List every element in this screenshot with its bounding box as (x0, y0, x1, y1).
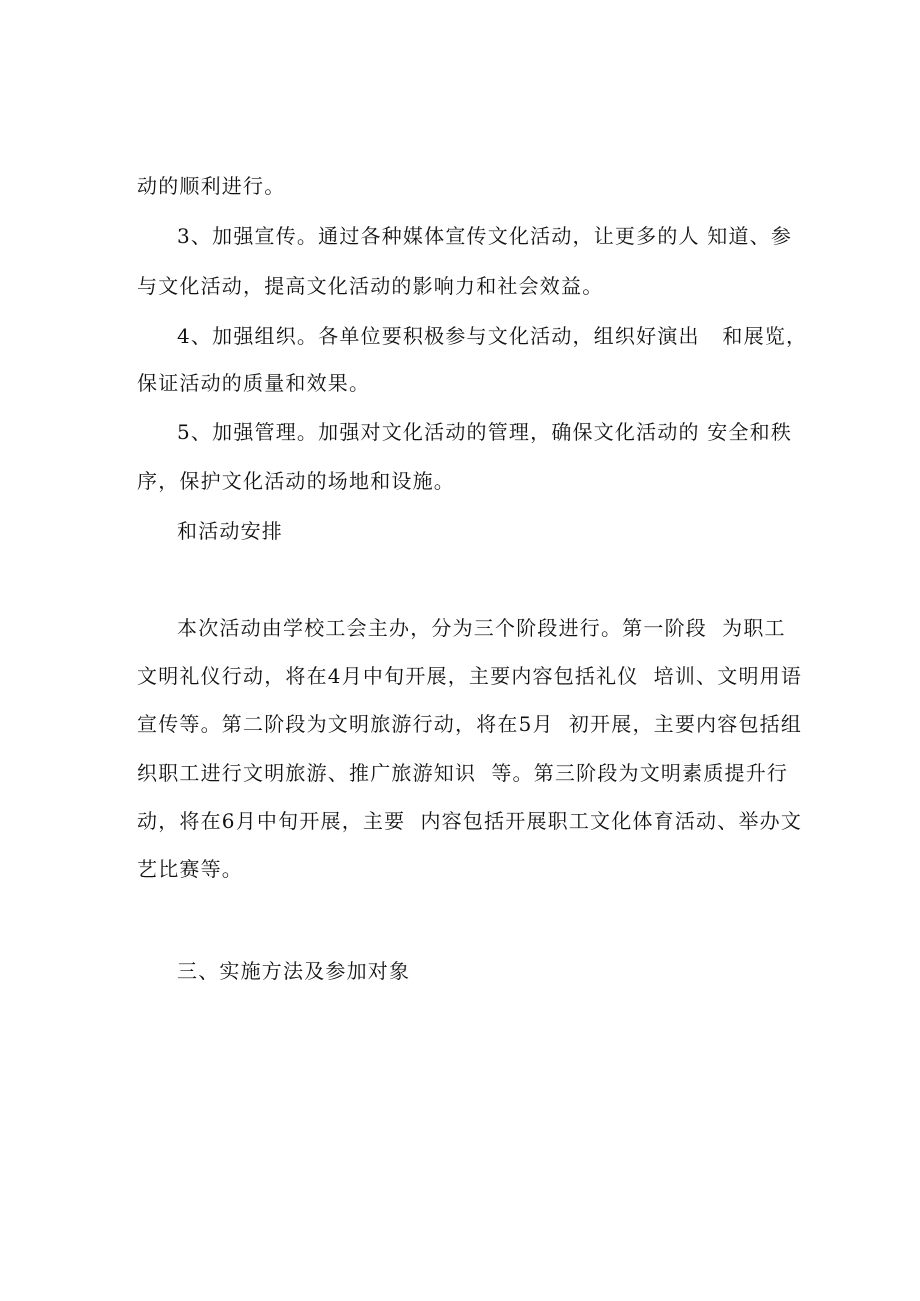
text-line: 织职工进行文明旅游、推广旅游知识 等。第三阶段为文明素质提升行 (137, 761, 789, 785)
text-line: 动，将在6月中旬开展，主要 内容包括开展职工文化体育活动、举办文 (137, 809, 803, 833)
text-line: 5、加强管理。加强对文化活动的管理，确保文化活动的 安全和秩 (177, 420, 793, 444)
text-line: 本次活动由学校工会主办，分为三个阶段进行。第一阶段 为职工 (177, 616, 786, 640)
text-line: 与文化活动，提高文化活动的影响力和社会效益。 (137, 274, 604, 298)
text-line: 3、加强宣传。通过各种媒体宣传文化活动，让更多的人 知道、参 (177, 224, 793, 248)
section-heading: 三、实施方法及参加对象 (177, 959, 411, 983)
text-line: 宣传等。第二阶段为文明旅游行动，将在5月 初开展，主要内容包括组 (137, 712, 803, 736)
text-line: 4、加强组织。各单位要积极参与文化活动，组织好演出 和展览， (177, 324, 808, 348)
text-line: 保证活动的质量和效果。 (137, 371, 371, 395)
text-line: 文明礼仪行动，将在4月中旬开展，主要内容包括礼仪 培训、文明用语 (137, 664, 803, 688)
text-line: 艺比赛等。 (137, 857, 243, 881)
section-heading: 和活动安排 (177, 519, 283, 543)
text-line: 序，保护文化活动的场地和设施。 (137, 469, 455, 493)
text-line: 动的顺利进行。 (137, 174, 286, 198)
